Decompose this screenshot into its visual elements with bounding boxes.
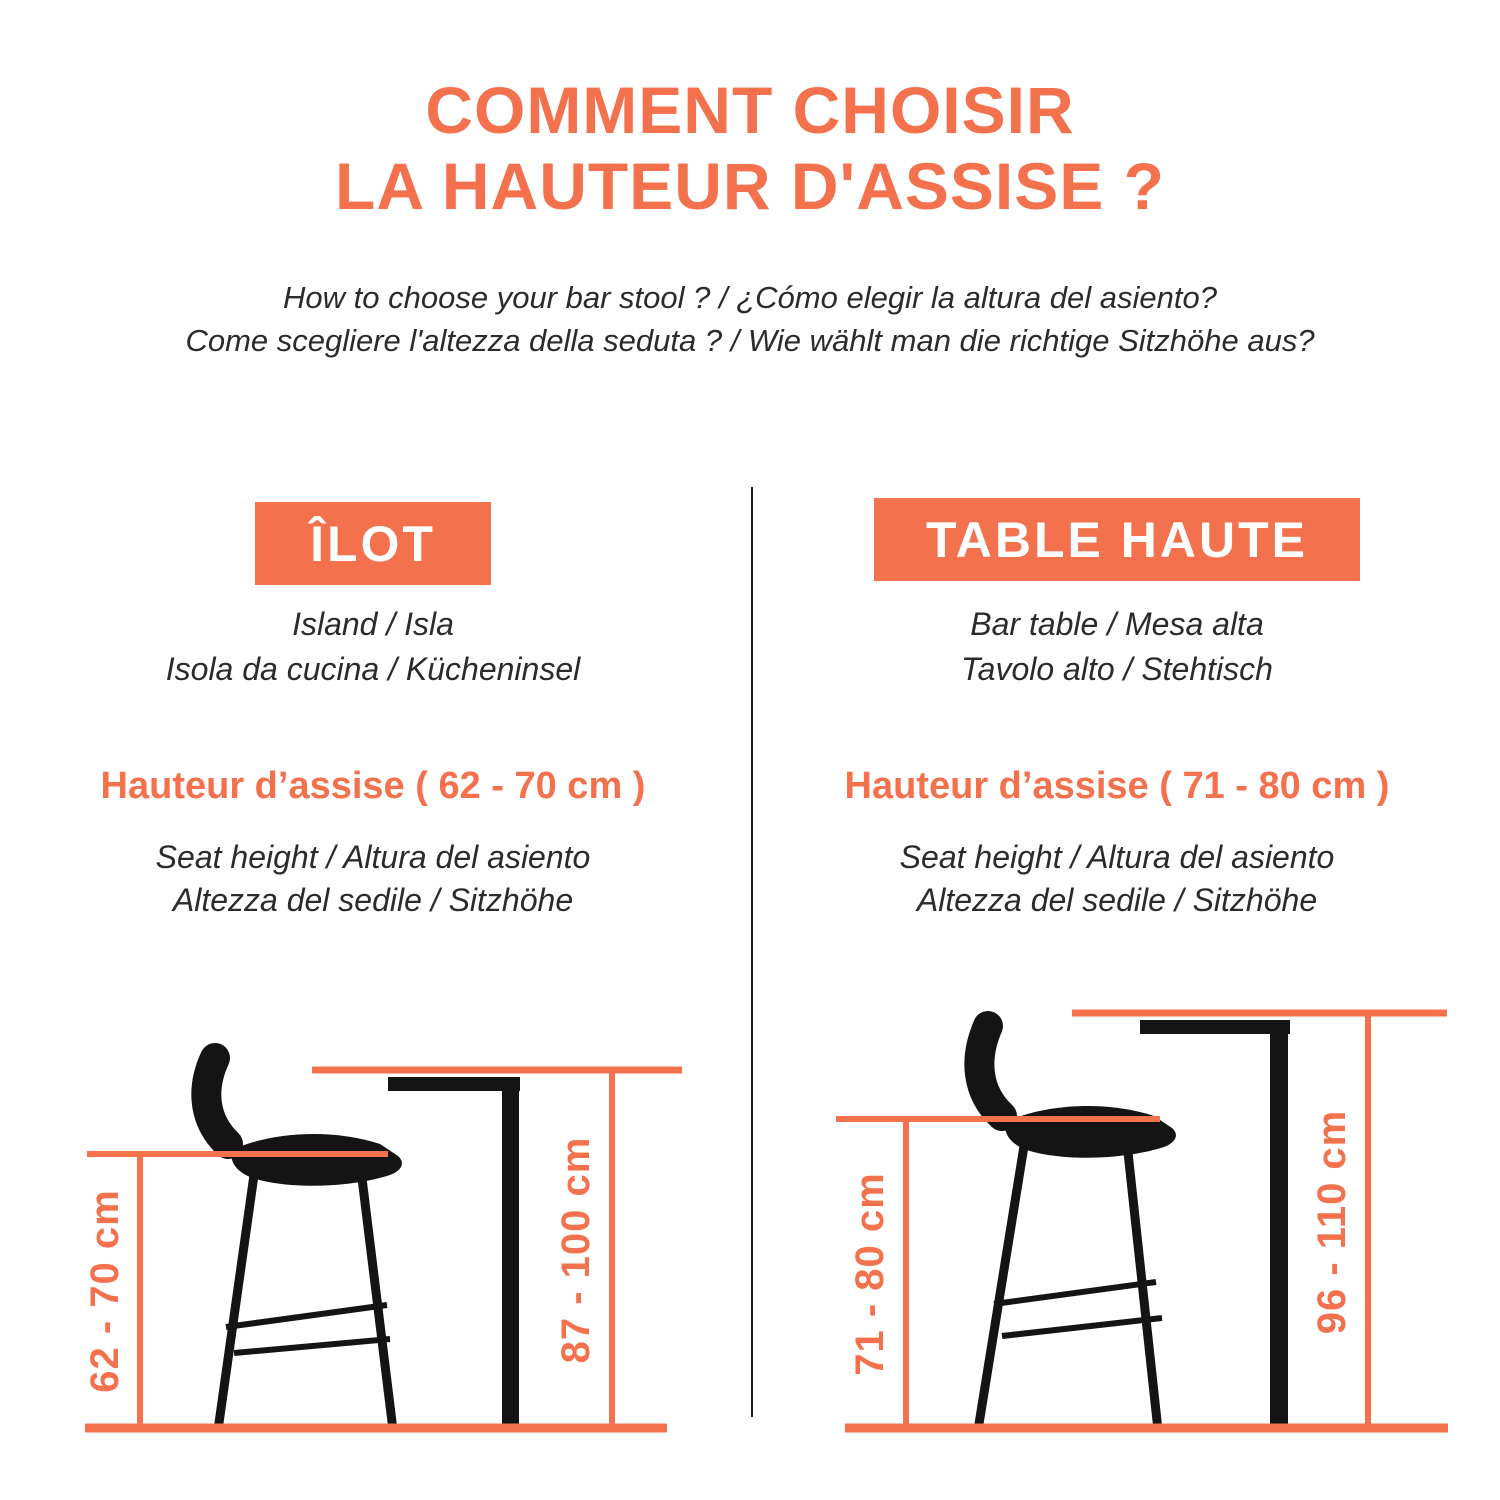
stool-back-leg <box>978 1140 1025 1430</box>
stool-footrest-bar-lower <box>1002 1318 1162 1336</box>
ilot-badge <box>255 502 491 585</box>
column-divider <box>751 487 753 1417</box>
ilot-badge-label: ÎLOT <box>310 515 436 572</box>
stool-back-leg <box>218 1168 255 1430</box>
table-haute-badge-label: TABLE HAUTE <box>925 511 1309 568</box>
table-leg <box>502 1077 519 1430</box>
bar-stool-silhouette <box>206 1058 402 1430</box>
ilot-seat-height-line-1: Seat height / Altura del asiento <box>155 839 591 875</box>
table-top-support <box>388 1077 520 1091</box>
table-leg <box>1270 1020 1288 1430</box>
table-haute-seat-height-title: Hauteur d’assise ( 71 - 80 cm ) <box>844 765 1390 807</box>
page-title <box>0 72 1500 224</box>
stool-height-label: 71 - 80 cm <box>848 1172 892 1376</box>
stool-backrest <box>979 1026 1002 1116</box>
ilot-seat-height-line-2: Altezza del sedile / Sitzhöhe <box>172 882 574 918</box>
stool-backrest <box>206 1058 228 1144</box>
table-haute-seat-height-translations <box>784 836 1450 922</box>
page-subtitle <box>0 276 1500 362</box>
ilot-translations-line-1: Island / Isla <box>292 606 454 642</box>
bar-stool-silhouette <box>978 1026 1176 1430</box>
bar-table-silhouette <box>1140 1020 1290 1430</box>
table-haute-translations-line-1: Bar table / Mesa alta <box>970 606 1264 642</box>
subtitle-line-2: Come scegliere l'altezza della seduta ? / Wie wählt man die richtige Sitzhöhe aus? <box>185 323 1315 358</box>
subtitle-line-1: How to choose your bar stool ? / ¿Cómo elegir la altura del asiento? <box>283 280 1217 315</box>
table-haute-seat-height-line-1: Seat height / Altura del asiento <box>899 839 1335 875</box>
stool-footrest-bar-upper <box>226 1305 387 1327</box>
stool-front-leg <box>360 1162 393 1430</box>
table-haute-translations <box>784 602 1450 692</box>
ilot-translations <box>40 602 706 692</box>
ilot-seat-height-title: Hauteur d’assise ( 62 - 70 cm ) <box>100 765 646 807</box>
table-haute-diagram <box>820 1000 1480 1460</box>
title-line-1: COMMENT CHOISIR <box>425 73 1075 147</box>
table-height-label: 96 - 110 cm <box>1310 1109 1354 1335</box>
ilot-translations-line-2: Isola da cucina / Kücheninsel <box>165 651 581 687</box>
table-top-support <box>1140 1020 1290 1034</box>
stool-seat <box>1005 1106 1176 1158</box>
table-haute-badge <box>874 498 1360 581</box>
stool-footrest-bar-upper <box>994 1282 1156 1304</box>
stool-footrest-bar-lower <box>234 1339 390 1353</box>
title-line-2: LA HAUTEUR D'ASSISE ? <box>335 149 1165 223</box>
table-haute-seat-height-line-2: Altezza del sedile / Sitzhöhe <box>916 882 1318 918</box>
table-height-label: 87 - 100 cm <box>554 1136 598 1364</box>
ilot-seat-height-translations <box>40 836 706 922</box>
ilot-diagram <box>60 1000 700 1460</box>
table-haute-translations-line-2: Tavolo alto / Stehtisch <box>961 651 1273 687</box>
stool-height-label: 62 - 70 cm <box>83 1189 127 1393</box>
island-table-silhouette <box>388 1077 520 1430</box>
